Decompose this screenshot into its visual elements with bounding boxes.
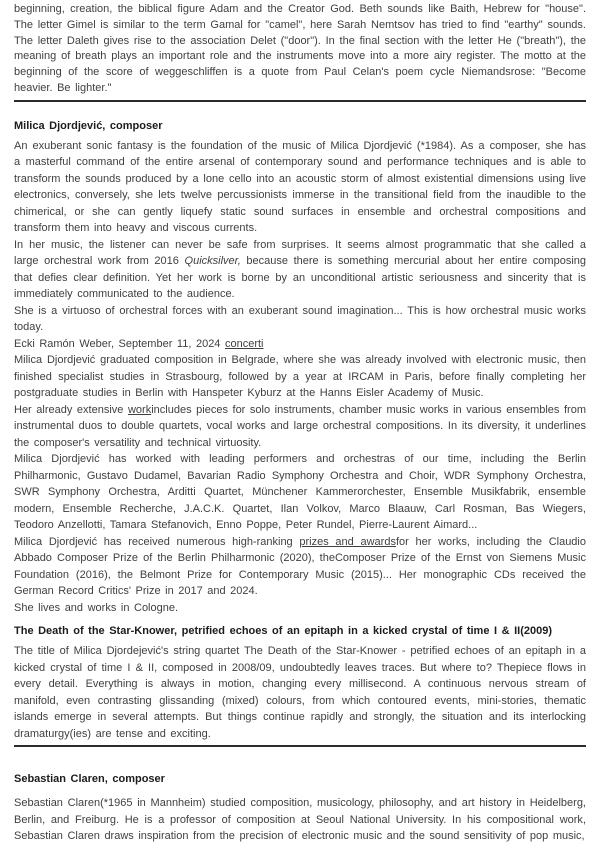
milica-quote-paragraph: She is a virtuoso of orchestral forces with an exuberant sound imagination... This is how orchestral music works today.	[14, 304, 586, 334]
composer-heading-milica: Milica Djordjević, composer	[14, 119, 163, 132]
milica-education-paragraph: Milica Djordjević graduated composition in Belgrade, where she was already involved with electronic music, then finished specialist studies in Strasbourg, followed by a year at IRCAM in Paris, before finally completing her postgraduate studies in Berlin with Hanspeter Kyburz at the Hanns Eisler Academy of Music.	[14, 354, 586, 400]
star-knower-section	[14, 623, 586, 742]
awards-text-before: Milica Djordjević has received numerous high-ranking	[14, 535, 300, 548]
music-text-before: In her music, the listener can never be safe from surprises. It seems almost programmatic that she called a large orchestral work from 2016	[14, 238, 586, 268]
star-knower-description-paragraph: The title of Milica Djordejević's string quartet The Death of the Star-Knower - petrified echoes of an epitaph in a kicked crystal of time I & II, composed in 2008/09, undoubtedly leaves traces. But where to? Thepiece flows in every detail. Everything is always in motion, changing every millisecond. A continuous nervous stream of manifold, even contrasting glissanding (mixed) colours, from which contoured events, mini-stories, thematic islands emerge in several attempts. But things continue rapidly and strongly, the situation and its interlocking dramaturgy(ies) are tense and exciting.	[14, 645, 586, 740]
document-body	[14, 2, 586, 845]
works-text-before: Her already extensive	[14, 403, 128, 416]
claren-section	[14, 771, 586, 845]
milica-attribution-paragraph	[14, 336, 586, 353]
claren-bio-paragraph: Sebastian Claren(*1965 in Mannheim) studied composition, musicology, philosophy, and art history in Heidelberg, Berlin, and Freiburg. He is a professor of composition at Seoul National University. In his compositional work, Sebastian Claren draws inspiration from the precision of electronic music and the sound sensitivity of pop music,	[14, 797, 586, 843]
section-divider-top	[14, 100, 586, 102]
milica-residence-paragraph: She lives and works in Cologne.	[14, 601, 179, 614]
awards-text-after: for her works, including the Claudio Abbado Composer Prize of the Berlin Philharmonic (2020), theComposer Prize of the Ernst von Siemens Music Foundation (2016), the Belmont Prize for Contemporary Music (2015)... Her monographic CDs received the German Record Critics' Prize in 2017 and 2024.	[14, 535, 586, 598]
composer-heading-claren: Sebastian Claren, composer	[14, 773, 165, 786]
work-link[interactable]: work	[127, 403, 152, 416]
milica-music-paragraph	[14, 237, 586, 303]
milica-overview-paragraph: An exuberant sonic fantasy is the foundation of the music of Milica Djordjević (*1984). As a composer, she has a masterful command of the entire arsenal of contemporary sound and performance techniques and is able to transform the sounds produced by a lone cello into an acoustic storm of almost existential dimensions using live electronics, conversely, she lets twelve percussionists immerse in the transitional field from the inaudible to the chimerical, or she can gently liquefy static sound surfaces in ensemble and orchestral compositions and transform them into heavy and viscous currents.	[14, 139, 586, 235]
concerti-link[interactable]: concerti	[224, 337, 264, 350]
milica-works-paragraph	[14, 402, 586, 452]
milica-section	[14, 118, 586, 617]
intro-paragraph: beginning, creation, the biblical figure Adam and the Creator God. Beth sounds like Baith, Hebrew for "house". The letter Gimel is similar to the term Gamal for "camel", here Sarah Nemtsov has tried to find "earthy" sounds. The letter Daleth gives rise to the association Delet ("door"). In the final section with the letter He ("breath"), the meaning of breath plays an important role and the instruments move into a more airy register. The motto at the beginning of the score of weggeschliffen is a quote from Paul Celan's poem cycle Niemandsrose: "Become heavier. Be lighter."	[14, 3, 586, 94]
work-heading-star-knower: The Death of the Star-Knower, petrified echoes of an epitaph in a kicked crystal of time I & II(2009)	[14, 625, 553, 638]
works-text-after: includes pieces for solo instruments, chamber music works in various ensembles from instrumental duos to double quartets, vocal works and large orchestral compositions. In its diversity, it underlines the composer's versatility and technical virtuosity.	[14, 403, 586, 449]
prizes-and-awards-link[interactable]: prizes and awards	[299, 535, 396, 548]
music-text-after: because there is something mercurial about her entire composing that defies clear definition. Yet her work is borne by an unconditional artistic seriousness and sincerity that is immediately communicated to the audience.	[14, 255, 586, 301]
section-divider-bottom	[14, 745, 586, 747]
milica-awards-paragraph	[14, 534, 586, 600]
attribution-text: Ecki Ramón Weber, September 11, 2024	[14, 337, 225, 350]
milica-collaborations-paragraph: Milica Djordjević has worked with leading performers and orchestras of our time, including the Berlin Philharmonic, Gustavo Dudamel, Bavarian Radio Symphony Orchestra and Choir, WDR Symphony Orchestra, SWR Symphony Orchestra, Arditti Quartet, Münchener Kammerorchester, Ensemble Musikfabrik, ensemble modern, Ensemble Recherche, J.A.C.K. Quartet, Ilan Volkov, Marco Blaauw, Carl Rosman, Bas Wiegers, Teodoro Anzellotti, Tamara Stefanovich, Enno Poppe, Peter Rundel, Pierre-Laurent Aimard...	[14, 453, 586, 532]
quicksilver-work-title: Quicksilver,	[184, 255, 241, 268]
